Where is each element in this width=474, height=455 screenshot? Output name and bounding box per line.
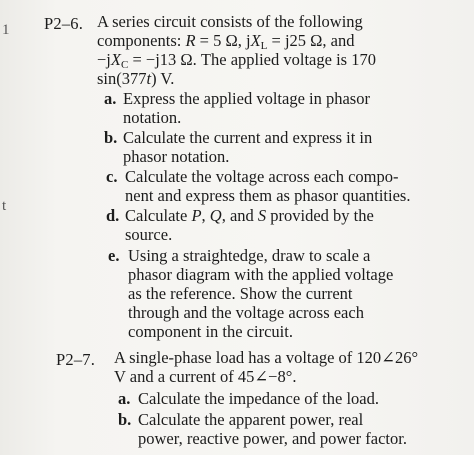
item-letter: b. [118, 410, 132, 429]
item-line: Express the applied voltage in phasor [123, 89, 370, 108]
item-line: Using a straightedge, draw to scale a [128, 246, 371, 265]
item-line: phasor notation. [123, 147, 230, 166]
stem-line-1: A single-phase load has a voltage of 120∠26° [114, 348, 419, 367]
item-line: phasor diagram with the applied voltage [128, 265, 394, 284]
item-line: component in the circuit. [128, 322, 293, 341]
item-line: through and the voltage across each [128, 303, 364, 322]
item-letter: a. [118, 389, 131, 408]
item-letter: e. [108, 246, 120, 265]
item-line: nent and express them as phasor quantities. [125, 186, 411, 205]
margin-mark-middle: t [2, 198, 7, 214]
stem-line-3: $-jX_C = -j13$ Ω. The applied voltage is 170 [97, 50, 376, 71]
problem-number: P2–7. [56, 350, 96, 369]
item-letter: d. [106, 206, 120, 225]
item-line: power, reactive power, and power factor. [138, 429, 407, 448]
item-letter: c. [106, 167, 118, 186]
item-line: Calculate the current and express it in [123, 128, 373, 147]
stem-line-1: A series circuit consists of the following [97, 12, 363, 31]
stem-line-2: V and a current of 45∠−8°. [114, 367, 297, 386]
item-line: Calculate the apparent power, real [138, 410, 364, 429]
item-line: Calculate P, Q, and S provided by the [125, 206, 374, 225]
problem-number: P2–6. [44, 14, 84, 33]
item-line: Calculate the impedance of the load. [138, 389, 379, 408]
item-letter: b. [104, 128, 118, 147]
item-line: as the reference. Show the current [128, 284, 353, 303]
item-letter: a. [104, 89, 117, 108]
stem-line-4: sin(377t) V. [97, 69, 175, 88]
item-line: source. [125, 225, 173, 244]
margin-mark-top: 1 [2, 22, 10, 38]
stem-line-2: components: R = 5 Ω, $jX_L = j25$ Ω, and [97, 31, 355, 52]
item-line: Calculate the voltage across each compo- [125, 167, 399, 186]
item-line: notation. [123, 108, 182, 127]
